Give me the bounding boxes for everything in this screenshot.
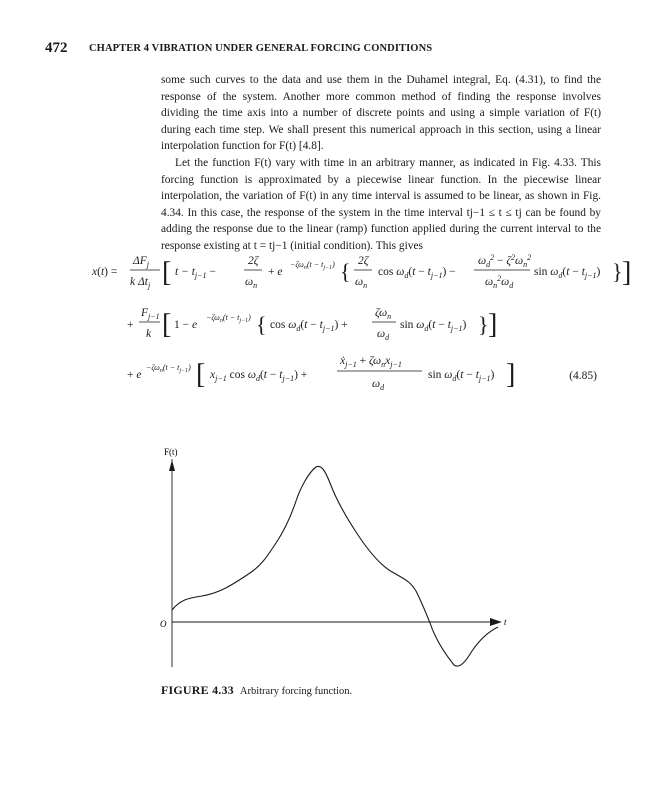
svg-text:cos ωd(t − tj−1) +: $\cos \omega_d(t - t_{j-1})$ + (270, 319, 348, 333)
svg-text:2ζ: 2ζ (358, 255, 369, 267)
page-number: 472 (45, 40, 68, 56)
svg-text:{: { (256, 312, 267, 337)
svg-text:{: { (340, 259, 351, 284)
svg-text:ẋj−1 + ζωnxj−1: ẋ$_{j-1}$ + $\zeta\omega_nx_{j-1}$ (340, 355, 402, 369)
svg-text:ωn2ωd: $\omega_n^2\omega_d$ (485, 274, 514, 290)
svg-text:ωd: $\omega_d$ (372, 378, 385, 392)
caption-text: Arbitrary forcing function. (239, 686, 353, 697)
svg-text:−ζωn(t − tj−1): $-\zeta\omega_n(t - t_{j-1})$ (146, 363, 191, 374)
svg-text:cos ωd(t − tj−1) −: $\cos \omega_d(t - t_{j-1})$ − (378, 266, 456, 280)
svg-text:}: } (612, 259, 623, 284)
svg-text:]: ] (506, 359, 516, 390)
svg-text:]: ] (488, 309, 498, 340)
svg-text:+: + (127, 319, 134, 331)
svg-text:ωd2 − ζ2ωn2: $\omega_d^2 - \zeta^2\omega_n^2$ (478, 253, 532, 269)
svg-text:+ e: + e (127, 369, 142, 381)
svg-text:−ζωn(t − tj−1): $-\zeta\omega_n(t - t_{j-1})$ (206, 313, 251, 324)
svg-text:sin ωd(t − tj−1): $\sin \omega_d(t - t_{j-1})$ (400, 319, 467, 333)
svg-text:]: ] (622, 257, 632, 288)
forcing-function-curve (172, 466, 498, 666)
svg-text:x(t) =: x(t) = (92, 266, 118, 278)
svg-text:−ζωn(t − tj−1): $-\zeta\omega_n(t - t_{j-1})$ (290, 260, 335, 271)
x-axis-label: t (504, 617, 507, 627)
figure-caption (161, 683, 352, 698)
svg-text:sin ωd(t − tj−1): $\sin \omega_d(t - t_{j-1})$ (428, 369, 495, 383)
running-head: CHAPTER 4 VIBRATION UNDER GENERAL FORCING CONDITIONS (89, 43, 433, 54)
svg-text:+ e: + e (268, 266, 283, 278)
svg-text:}: } (478, 312, 489, 337)
svg-text:ΔFj: $\Delta F_j$ (133, 255, 150, 269)
x-axis-arrow-icon (490, 618, 502, 626)
origin-label: O (160, 619, 167, 629)
equation-number: (4.85) (569, 370, 597, 382)
svg-text:t − tj−1 −: $t - t_{j-1}$ − (175, 266, 216, 280)
paragraph-1: some such curves to the data and use them in the Duhamel integral, Eq. (4.31), to find the response of the system. Another more common method of finding the response involves dividing the time axis into a number of discrete points and using a simple variation of F(t) during each time step. We shall present this numerical approach in this section, using a linear interpolation function for F(t) [4.8]. (161, 74, 601, 153)
svg-text:Fj−1: $F_{j-1}$ (141, 307, 160, 321)
svg-text:ωn: $\omega_n$ (245, 276, 258, 290)
figure-4-33-plot (150, 447, 530, 685)
svg-text:ωn: $\omega_n$ (355, 276, 368, 290)
svg-text:[: [ (196, 359, 206, 390)
svg-text:1 − e: 1 − e (174, 319, 198, 331)
equation-4-85 (0, 245, 645, 395)
svg-text:k Δtj: k $\Delta t_j$ (130, 276, 151, 290)
y-axis-arrow-icon (169, 460, 175, 471)
paragraph-2: Let the function F(t) vary with time in an arbitrary manner, as indicated in Fig. 4.33. This forcing function is approximated by a piecewise linear function. In the piecewise linear interpolation, the variation of F(t) in any time interval is assumed to be linear, as shown in Fig. 4.34. In this case, the response of the system in the time interval tj−1 ≤ t ≤ tj can be found by adding the response due to the linear (ramp) function applied during the current interval to the response existing at t = tj−1 (initial condition). This gives (161, 156, 601, 252)
svg-text:ζωn: $\zeta\omega_n$ (375, 307, 392, 321)
caption-label: FIGURE 4.33 (161, 683, 234, 697)
body-text (161, 72, 601, 255)
svg-text:xj−1 cos ωd(t − tj−1) +: $x_{j-1}$ $\cos \omega_d(t - t_{j-1})$ + (210, 369, 308, 383)
svg-text:ωd: $\omega_d$ (377, 328, 390, 342)
y-axis-label: F(t) (164, 447, 178, 457)
svg-text:2ζ: 2ζ (248, 255, 259, 267)
svg-text:[: [ (162, 309, 172, 340)
svg-text:sin ωd(t − tj−1): $\sin \omega_d(t - t_{j-1})$ (534, 266, 601, 280)
page-header (45, 40, 605, 60)
svg-text:[: [ (162, 257, 172, 288)
svg-text:k: k (146, 328, 152, 340)
